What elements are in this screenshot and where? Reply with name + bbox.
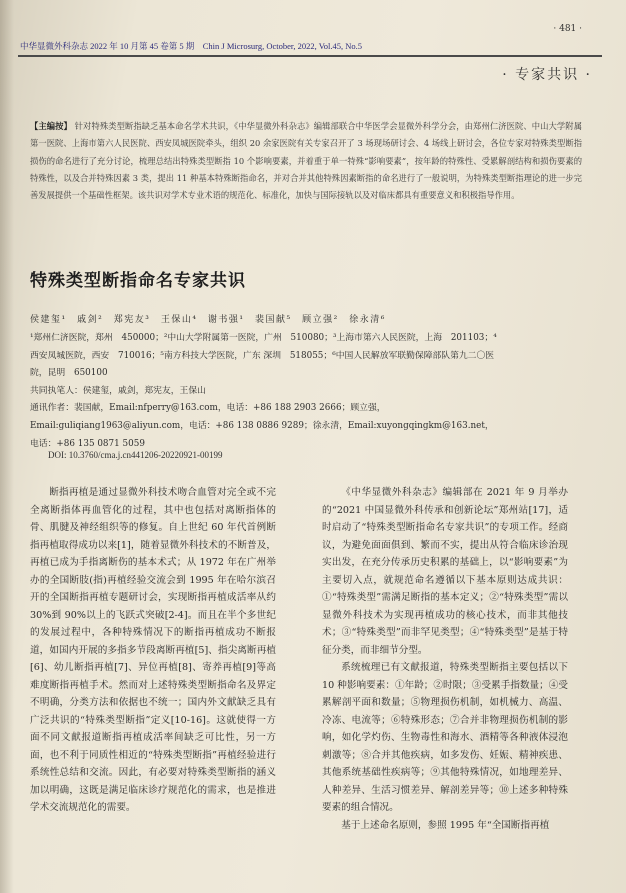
body-column-right (322, 484, 568, 834)
editor-note-text: 针对特殊类型断指缺乏基本命名学术共识，《中华显微外科杂志》编辑部联合中华医学会显微外科学分会，由郑州仁济医院、中山大学附属第一医院、上海市第六人民医院、西安凤城医院牵头，组织 20 余家医院有关专家召开了 3 场现场研讨会、4 场线上研讨会，各位专家对特殊类型断指损伤的命名进行了充分讨论，梳理总结出特殊类型断指 10 个影响要素，并着重于单一特殊“影响要素”，按年龄的特殊性、受累解剖结构和损伤要素的特殊性，以及合并特殊因素 3 类，提出 11 种基本特殊断指命名，并对合并其他特殊因素断指的命名进行了一般说明，为特殊类型断指理论的进一步完善发展提供一个基础性框架。该共识对学术专业术语的规范化、标准化，加快与国际接轨以及对临床都具有重要意义和积极指导作用。 (30, 121, 582, 201)
page-binding-shadow (0, 0, 14, 893)
article-title: 特殊类型断指命名专家共识 (30, 271, 246, 291)
body-column-left (30, 484, 276, 817)
body-paragraph: 《中华显微外科杂志》编辑部在 2021 年 9 月举办的“2021 中国显微外科传承和创新论坛”郑州站[17]，适时启动了“特殊类型断指命名专家共识”的专项工作。经商议，为避免面面俱到、繁而不实，提出从符合临床诊治现实出发，在充分传承历史积累的基础上，以“影响要素”为主要切入点，就规范命名遵循以下基本原则达成共识：①“特殊类型”需满足断指的基本定义；②“特殊类型”需以显微外科技术为实现再植成功的核心技术，而非其他技术；③“特殊类型”而非罕见类型；④“特殊类型”是基于特征分类，而非细节分型。 (322, 487, 568, 656)
co-writers: 共同执笔人：侯建玺，戚剑，郑宪友，王保山 (30, 385, 206, 396)
author-list: 侯建玺¹ 戚剑² 郑宪友³ 王保山⁴ 谢书强¹ 裴国献⁵ 顾立强² 徐永清⁶ (30, 315, 386, 325)
doi: DOI: 10.3760/cma.j.cn441206-20220921-00199 (48, 450, 223, 460)
body-paragraph: 基于上述命名原则，参照 1995 年“全国断指再植 (341, 819, 550, 831)
journal-header: 中华显微外科杂志 2022 年 10 月第 45 卷第 5 期 Chin J Microsurg, October, 2022, Vol.45, No.5 (20, 41, 363, 51)
body-paragraph: 系统梳理已有文献报道，特殊类型断指主要包括以下 10 种影响要素：①年龄；②时限；③受累手指数量；④受累解剖平面和数量；⑤物理损伤机制，如机械力、高温、冷冻、电流等；⑥特殊形态；⑦合并非物理损伤机制的影响，如化学灼伤、生物毒性和海水、酒精等各种液体浸泡刺激等；⑧合并其他疾病，如多发伤、妊娠、精神疾患、其他系统基础性疾病等；⑨其他特殊情况，如地理差异、人种差异、生活习惯差异、解剖差异等；⑩上述多种特殊要素的组合情况。 (322, 662, 568, 813)
corresponding-contact: 通讯作者：裴国献，Email:nfperry@163.com，电话：+86 188 2903 2666；顾立强，Email:guliqiang1963@aliyun.com，电话：+86 138 0886 9289；徐永清，Email:xuyongqingkm@163.net，电话：+86 135 0871 5059 (30, 403, 494, 449)
page-number: · 481 · (553, 24, 582, 34)
affiliations: ¹郑州仁济医院，郑州 450000；²中山大学附属第一医院，广州 510080；³上海市第六人民医院，上海 201103；⁴西安凤城医院，西安 710016；⁵南方科技大学医院，广东 深圳 518055；⁶中国人民解放军联勤保障部队第九二〇医院，昆明 650100 (30, 333, 497, 379)
editor-note (30, 118, 582, 204)
section-label: · 专家共识 · (502, 67, 592, 83)
header-rule (18, 55, 602, 57)
affiliations-block (30, 330, 500, 453)
body-paragraph: 断指再植是通过显微外科技术吻合血管对完全或不完全离断指体再血管化的过程，其中也包括对离断指体的骨、肌腱及神经组织等的修复。自上世纪 60 年代首例断指再植取得成功以来[1]，随着显微外科技术的不断普及，再植已成为手指离断伤的基本术式；从 1972 年在广州举办的全国断肢(指)再植经验交流会到 1995 年在哈尔滨召开的全国断指再植专题研讨会，实现断指再植成活率从约 30%到 90%以上的飞跃式突破[2-4]。而且在半个多世纪的发展过程中，各种特殊情况下的断指再植成功不断报道，如国内开展的多指多节段离断再植[5]、指尖离断再植[6]、幼儿断指再植[7]、异位再植[8]、寄养再植[9]等高难度断指再植手术。然而对上述特殊类型断指命名及界定不明确，分类方法和依据也不统一；国内外文献缺乏具有广泛共识的“特殊类型断指”定义[10-16]。这就使得一方面不同文献报道断指再植成活率间缺乏可比性，另一方面，也不利于同质性相近的“特殊类型断指”再植经验进行系统性总结和交流。因此，有必要对特殊类型断指的涵义加以明确，这既是满足临床诊疗规范化的需求，也是推进学术交流规范化的需要。 (30, 487, 276, 813)
editor-note-label: 【主编按】 (30, 121, 72, 131)
